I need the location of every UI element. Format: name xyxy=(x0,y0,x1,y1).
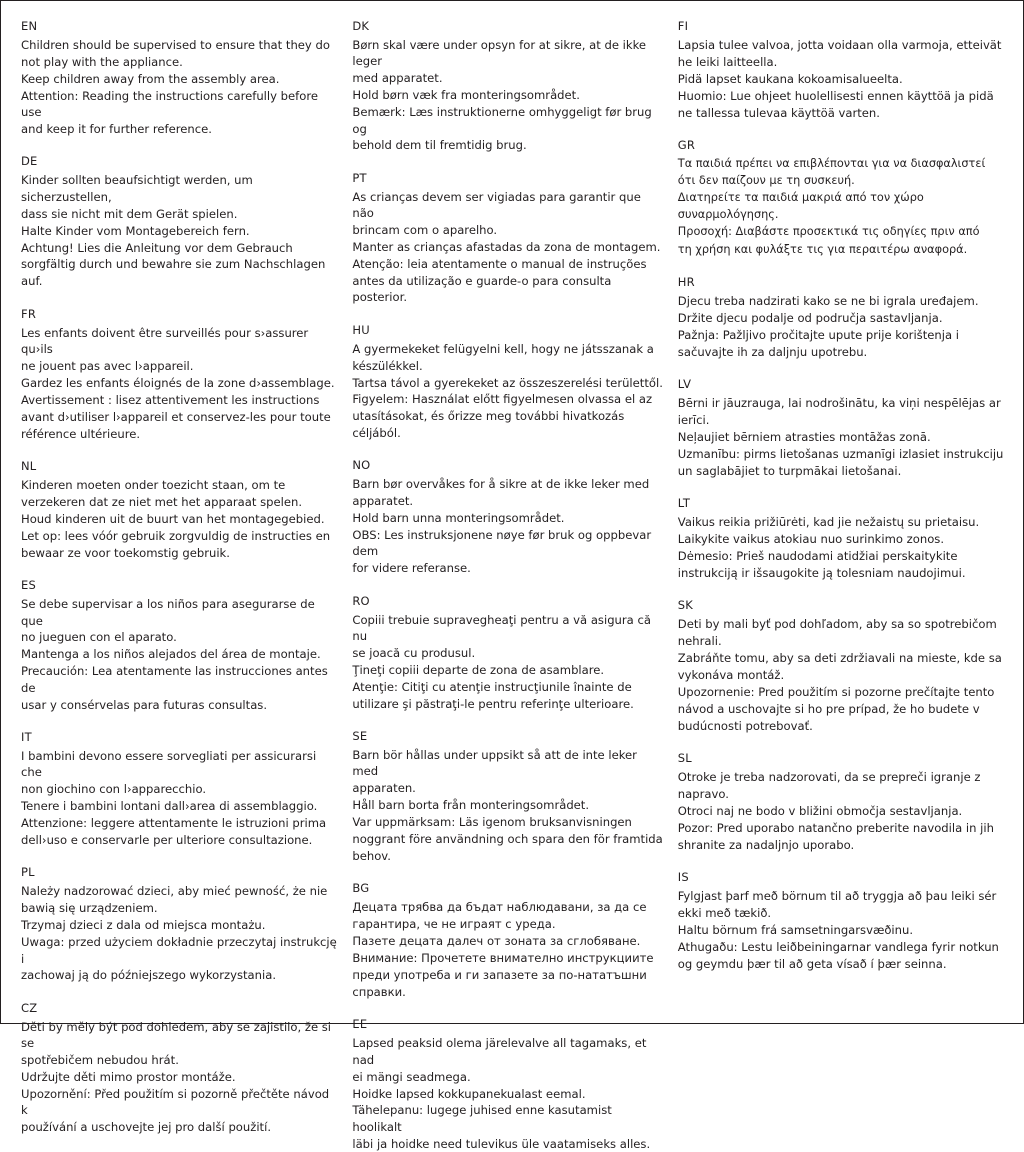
text-line: Neļaujiet bērniem atrasties montāžas zonā. xyxy=(677,430,931,445)
text-line: Пазете децата далеч от зоната за сглобяване. xyxy=(352,934,641,949)
text-line: Bērni ir jāuzrauga, lai nodrošinātu, ka viņi nespēlējas ar xyxy=(677,396,1001,411)
text-line: Gardez les enfants éloignés de la zone d›assemblage. xyxy=(21,376,335,390)
language-text xyxy=(678,769,1005,853)
text-line: non giochino con l›apparecchio. xyxy=(21,782,207,797)
language-code: PL xyxy=(21,865,35,880)
text-line: ierīci. xyxy=(677,413,710,428)
text-line: Uwaga: przed użyciem dokładnie przeczytaj instrukcję i xyxy=(21,935,337,966)
text-line: Zabráňte tomu, aby sa deti zdržiavali na mieste, kde sa xyxy=(677,651,1002,666)
text-line: sačuvajte ih za daljnju upotrebu. xyxy=(677,344,868,359)
text-line: Figyelem: Használat előtt figyelmesen olvassa el az xyxy=(352,392,653,407)
language-text xyxy=(678,37,1005,121)
text-line: se joacă cu produsul. xyxy=(352,645,476,660)
language-text xyxy=(352,341,663,441)
text-line: Kinder sollten beaufsichtigt werden, um sicherzustellen, xyxy=(21,173,253,204)
language-column-1 xyxy=(21,19,352,1135)
text-line: no jueguen con el aparato. xyxy=(21,630,177,645)
text-line: преди употреба и ги запазете за по-нататъшни xyxy=(352,967,647,982)
text-line: používání a uschovejte jej pro další použití. xyxy=(21,1120,272,1135)
text-line: I bambini devono essere sorvegliati per assicurarsi che xyxy=(21,749,317,780)
text-line: Copiii trebuie supravegheaţi pentru a vă asigura că nu xyxy=(352,612,651,643)
language-block-es xyxy=(21,578,338,713)
language-block-pl xyxy=(21,865,338,983)
language-text xyxy=(21,596,338,713)
text-line: Внимание: Прочетете внимателно инструкциите xyxy=(352,951,654,966)
language-code: FI xyxy=(677,19,689,33)
text-line: ekki með tækið. xyxy=(677,906,772,921)
language-text xyxy=(352,899,663,1000)
text-line: behold dem til fremtidig brug. xyxy=(352,138,527,153)
language-text xyxy=(352,747,663,864)
language-code: LT xyxy=(677,496,691,511)
language-text xyxy=(678,514,1005,581)
text-line: Należy nadzorować dzieci, aby mieć pewność, że nie xyxy=(21,884,328,899)
language-text xyxy=(678,888,1005,972)
text-line: Otroci naj ne bodo v bližini območja sestavljanja. xyxy=(677,804,963,819)
language-code: IS xyxy=(677,870,689,885)
language-text xyxy=(21,748,338,848)
language-text xyxy=(352,1035,663,1152)
language-block-pt xyxy=(352,171,663,306)
language-text xyxy=(21,1019,338,1136)
text-line: Keep children away from the assembly area. xyxy=(21,71,280,86)
text-line: auf. xyxy=(21,274,43,289)
text-line: utilizare şi păstraţi-le pentru referinţe ulterioare. xyxy=(352,696,634,711)
text-line: Vaikus reikia prižiūrėti, kad jie nežaistų su prietaisu. xyxy=(677,515,980,530)
text-line: vykonáva montáž. xyxy=(677,668,785,683)
text-line: dass sie nicht mit dem Gerät spielen. xyxy=(21,206,238,221)
language-block-fi xyxy=(678,19,1005,121)
language-code: CZ xyxy=(21,1000,38,1015)
text-line: návod a uschovajte si ho pre prípad, že ho budete v xyxy=(677,701,980,716)
language-block-ro xyxy=(352,594,663,712)
language-block-se xyxy=(352,729,663,864)
text-line: Atenção: leia atentamente o manual de instruções xyxy=(352,256,647,271)
language-code: SK xyxy=(677,598,694,613)
text-line: As crianças devem ser vigiadas para garantir que não xyxy=(352,189,641,221)
text-line: гарантира, че не играят с уреда. xyxy=(352,917,556,932)
language-block-dk xyxy=(352,19,663,154)
language-code: DE xyxy=(21,154,38,169)
language-columns xyxy=(1,1,1023,1151)
text-line: Tartsa távol a gyerekeket az összeszerelési területtől. xyxy=(352,375,663,390)
text-line: Atenţie: Citiţi cu atenţie instrucţiunile înainte de xyxy=(352,679,632,694)
text-line: Djecu treba nadzirati kako se ne bi igrala uređajem. xyxy=(677,294,979,309)
text-line: Børn skal være under opsyn for at sikre, at de ikke leger xyxy=(352,38,647,69)
language-block-fr xyxy=(21,307,338,442)
text-line: Var uppmärksam: Läs igenom bruksanvisningen xyxy=(352,815,632,830)
text-line: Προσοχή: Διαβάστε προσεκτικά τις οδηγίες πριν από xyxy=(677,225,980,239)
text-line: készülékkel. xyxy=(352,358,423,373)
text-line: Laikykite vaikus atokiau nuo surinkimo zonos. xyxy=(677,532,945,547)
text-line: Hold børn væk fra monteringsområdet. xyxy=(352,88,580,103)
language-block-ee xyxy=(352,1017,663,1152)
text-line: Manter as crianças afastadas da zona de montagem. xyxy=(352,240,661,255)
language-code: SL xyxy=(677,751,692,766)
language-block-lt xyxy=(678,496,1005,581)
text-line: Avertissement : lisez attentivement les instructions xyxy=(21,392,320,407)
language-block-de xyxy=(21,154,338,289)
language-text xyxy=(352,37,663,154)
text-line: Les enfants doivent être surveillés pour s›assurer qu›ils xyxy=(21,325,309,357)
text-line: Децата трябва да бъдат наблюдавани, за да се xyxy=(352,900,647,915)
language-text xyxy=(352,476,663,576)
language-block-it xyxy=(21,730,338,848)
text-line: spotřebičem nebudou hrát. xyxy=(21,1053,179,1068)
text-line: apparaten. xyxy=(352,781,416,796)
language-block-is xyxy=(678,870,1005,972)
text-line: Houd kinderen uit de buurt van het montagegebied. xyxy=(21,511,325,526)
text-line: apparatet. xyxy=(352,494,414,509)
language-code: HR xyxy=(677,275,695,290)
language-text xyxy=(21,883,338,983)
language-block-bg xyxy=(352,881,663,1000)
text-line: Pažnja: Pažljivo pročitajte upute prije korištenja i xyxy=(677,327,959,342)
language-text xyxy=(21,325,338,442)
text-line: Precaución: Lea atentamente las instrucciones antes de xyxy=(21,664,328,695)
text-line: Attenzione: leggere attentamente le istruzioni prima xyxy=(21,816,327,831)
language-code: ES xyxy=(21,578,36,593)
language-text xyxy=(678,616,1005,734)
language-text xyxy=(678,395,1005,479)
text-line: instrukciją ir išsaugokite ją tolesniam naudojimui. xyxy=(677,565,966,580)
language-code: EE xyxy=(352,1017,368,1032)
language-block-cz xyxy=(21,1001,338,1136)
language-block-sk xyxy=(678,598,1005,734)
text-line: dell›uso e conservarle per ulteriore consultazione. xyxy=(21,833,313,848)
language-block-nl xyxy=(21,459,338,561)
language-text xyxy=(678,156,1005,258)
text-line: Ţineţi copiii departe de zona de asamblare. xyxy=(352,662,605,677)
text-line: Διατηρείτε τα παιδιά μακριά από τον χώρο xyxy=(677,191,924,205)
language-column-3 xyxy=(678,19,1009,1013)
text-line: for videre referanse. xyxy=(352,561,471,576)
text-line: Fylgjast þarf með börnum til að tryggja að þau leiki sér xyxy=(677,889,997,904)
language-code: HU xyxy=(352,322,370,337)
language-code: GR xyxy=(677,138,696,153)
text-line: Udržujte děti mimo prostor montáže. xyxy=(21,1070,236,1085)
text-line: napravo. xyxy=(677,787,729,802)
text-line: he leiki laitteella. xyxy=(677,54,778,69)
language-code: BG xyxy=(352,881,370,896)
text-line: Pozor: Pred uporabo natančno preberite navodila in jih xyxy=(677,820,994,835)
language-code: IT xyxy=(21,730,32,744)
text-line: Τα παιδιά πρέπει να επιβλέπονται για να διασφαλιστεί xyxy=(677,157,986,171)
text-line: budúcnosti potrebovať. xyxy=(677,718,813,733)
text-line: Bemærk: Læs instruktionerne omhyggeligt før brug og xyxy=(352,105,652,136)
text-line: og geymdu þær til að geta vísað í þær seinna. xyxy=(677,956,947,971)
text-line: Se debe supervisar a los niños para asegurarse de que xyxy=(21,597,315,628)
text-line: sorgfältig durch und bewahre sie zum Nachschlagen xyxy=(21,257,326,272)
language-code: LV xyxy=(677,377,692,392)
text-line: usar y consérvelas para futuras consultas. xyxy=(21,697,268,712)
text-line: Achtung! Lies die Anleitung vor dem Gebrauch xyxy=(21,240,293,255)
text-line: Tenere i bambini lontani dall›area di assemblaggio. xyxy=(21,799,318,814)
text-line: Tähelepanu: lugege juhised enne kasutamist hoolikalt xyxy=(352,1103,612,1134)
language-code: NL xyxy=(21,459,37,474)
language-code: RO xyxy=(352,593,370,608)
language-text xyxy=(21,37,338,137)
text-line: ne tallessa tulevaa käyttöä varten. xyxy=(677,105,880,120)
language-code: SE xyxy=(352,729,368,743)
text-line: Huomio: Lue ohjeet huolellisesti ennen käyttöä ja pidä xyxy=(677,88,994,103)
text-line: Mantenga a los niños alejados del área de montaje. xyxy=(21,647,321,662)
text-line: utasításokat, és őrizze meg további hivatkozás céljából. xyxy=(352,409,625,440)
text-line: ei mängi seadmega. xyxy=(352,1069,471,1084)
text-line: Lapsed peaksid olema järelevalve all tagamaks, et nad xyxy=(352,1036,647,1067)
text-line: Haltu börnum frá samsetningarsvæðinu. xyxy=(677,923,914,938)
language-code: EN xyxy=(21,19,38,33)
text-line: läbi ja hoidke need tulevikus üle vaatamiseks alles. xyxy=(352,1136,651,1151)
text-line: Håll barn borta från monteringsområdet. xyxy=(352,798,590,813)
text-line: zachowaj ją do późniejszego wykorzystania. xyxy=(21,968,277,983)
language-text xyxy=(21,477,338,561)
language-text xyxy=(352,612,663,712)
text-line: συναρμολόγησης. xyxy=(677,208,779,222)
language-code: FR xyxy=(21,306,37,321)
text-line: antes da utilização e guarde-o para consulta posterior. xyxy=(352,273,612,305)
language-text xyxy=(21,172,338,289)
text-line: Lapsia tulee valvoa, jotta voidaan olla varmoja, etteivät xyxy=(677,38,1002,52)
text-line: shranite za nadaljnjo uporabo. xyxy=(677,837,855,852)
text-line: Upozornenie: Pred použitím si pozorne prečítajte tento xyxy=(677,685,995,699)
text-line: and keep it for further reference. xyxy=(21,122,212,137)
text-line: τη χρήση και φυλάξτε τις για περαιτέρω αναφορά. xyxy=(677,242,968,256)
text-line: A gyermekeket felügyelni kell, hogy ne játsszanak a xyxy=(352,341,654,356)
text-line: Barn bör hållas under uppsikt så att de inte leker med xyxy=(352,748,637,779)
text-line: Uzmanību: pirms lietošanas uzmanīgi izlasiet instrukciju xyxy=(677,446,1004,461)
text-line: Hold barn unna monteringsområdet. xyxy=(352,510,565,525)
text-line: bewaar ze voor toekomstig gebruik. xyxy=(21,545,230,560)
text-line: Barn bør overvåkes for å sikre at de ikke leker med xyxy=(352,477,650,492)
text-line: bawią się urządzeniem. xyxy=(21,901,158,916)
text-line: Let op: lees vóór gebruik zorgvuldig de instructies en xyxy=(21,528,331,543)
text-line: Pidä lapset kaukana kokoamisalueelta. xyxy=(677,71,903,86)
text-line: OBS: Les instruksjonene nøye før bruk og oppbevar dem xyxy=(352,527,652,559)
text-line: Dėmesio: Prieš naudodami atidžiai perskaitykite xyxy=(677,549,958,564)
text-line: med apparatet. xyxy=(352,71,443,86)
language-block-hr xyxy=(678,275,1005,360)
language-text xyxy=(352,189,663,306)
text-line: ne jouent pas avec l›appareil. xyxy=(21,359,194,374)
text-line: Kinderen moeten onder toezicht staan, om te xyxy=(21,478,286,493)
text-line: référence ultérieure. xyxy=(21,426,141,441)
language-code: DK xyxy=(352,19,370,33)
text-line: Otroke je treba nadzorovati, da se prepreči igranje z xyxy=(677,770,981,785)
language-block-en xyxy=(21,19,338,137)
text-line: Halte Kinder vom Montagebereich fern. xyxy=(21,223,250,238)
text-line: Attention: Reading the instructions carefully before use xyxy=(21,88,318,120)
text-line: Deti by mali byť pod dohľadom, aby sa so spotrebičom xyxy=(677,617,997,632)
language-block-lv xyxy=(678,377,1005,479)
text-line: un saglabājiet to turpmākai lietošanai. xyxy=(677,463,902,478)
language-code: NO xyxy=(352,458,371,473)
text-line: nehrali. xyxy=(677,634,722,649)
language-block-sl xyxy=(678,751,1005,853)
text-line: brincam com o aparelho. xyxy=(352,223,498,238)
text-line: noggrant före användning och spara den för framtida xyxy=(352,832,663,847)
text-line: avant d›utiliser l›appareil et conservez-les pour toute xyxy=(21,409,331,424)
language-code: PT xyxy=(352,170,367,185)
text-line: verzekeren dat ze niet met het apparaat spelen. xyxy=(21,495,303,510)
text-line: Děti by měly být pod dohledem, aby se zajistilo, že si se xyxy=(21,1019,332,1051)
text-line: Children should be supervised to ensure that they do xyxy=(21,38,330,52)
text-line: behov. xyxy=(352,848,391,863)
language-block-no xyxy=(352,458,663,576)
text-line: Athugaðu: Lestu leiðbeiningarnar vandlega fyrir notkun xyxy=(677,939,999,954)
language-column-2 xyxy=(352,19,677,1151)
language-block-hu xyxy=(352,323,663,441)
text-line: Držite djecu podalje od područja sastavljanja. xyxy=(677,311,943,325)
text-line: not play with the appliance. xyxy=(21,54,183,69)
language-text xyxy=(678,293,1005,360)
text-line: Hoidke lapsed kokkupanekualast eemal. xyxy=(352,1086,586,1101)
language-block-gr xyxy=(678,138,1005,258)
text-line: Upozornění: Před použitím si pozorně přečtěte návod k xyxy=(21,1087,330,1118)
text-line: ότι δεν παίζουν με τη συσκευή. xyxy=(677,174,855,188)
text-line: Trzymaj dzieci z dala od miejsca montażu. xyxy=(21,918,266,933)
text-line: справки. xyxy=(352,984,406,999)
